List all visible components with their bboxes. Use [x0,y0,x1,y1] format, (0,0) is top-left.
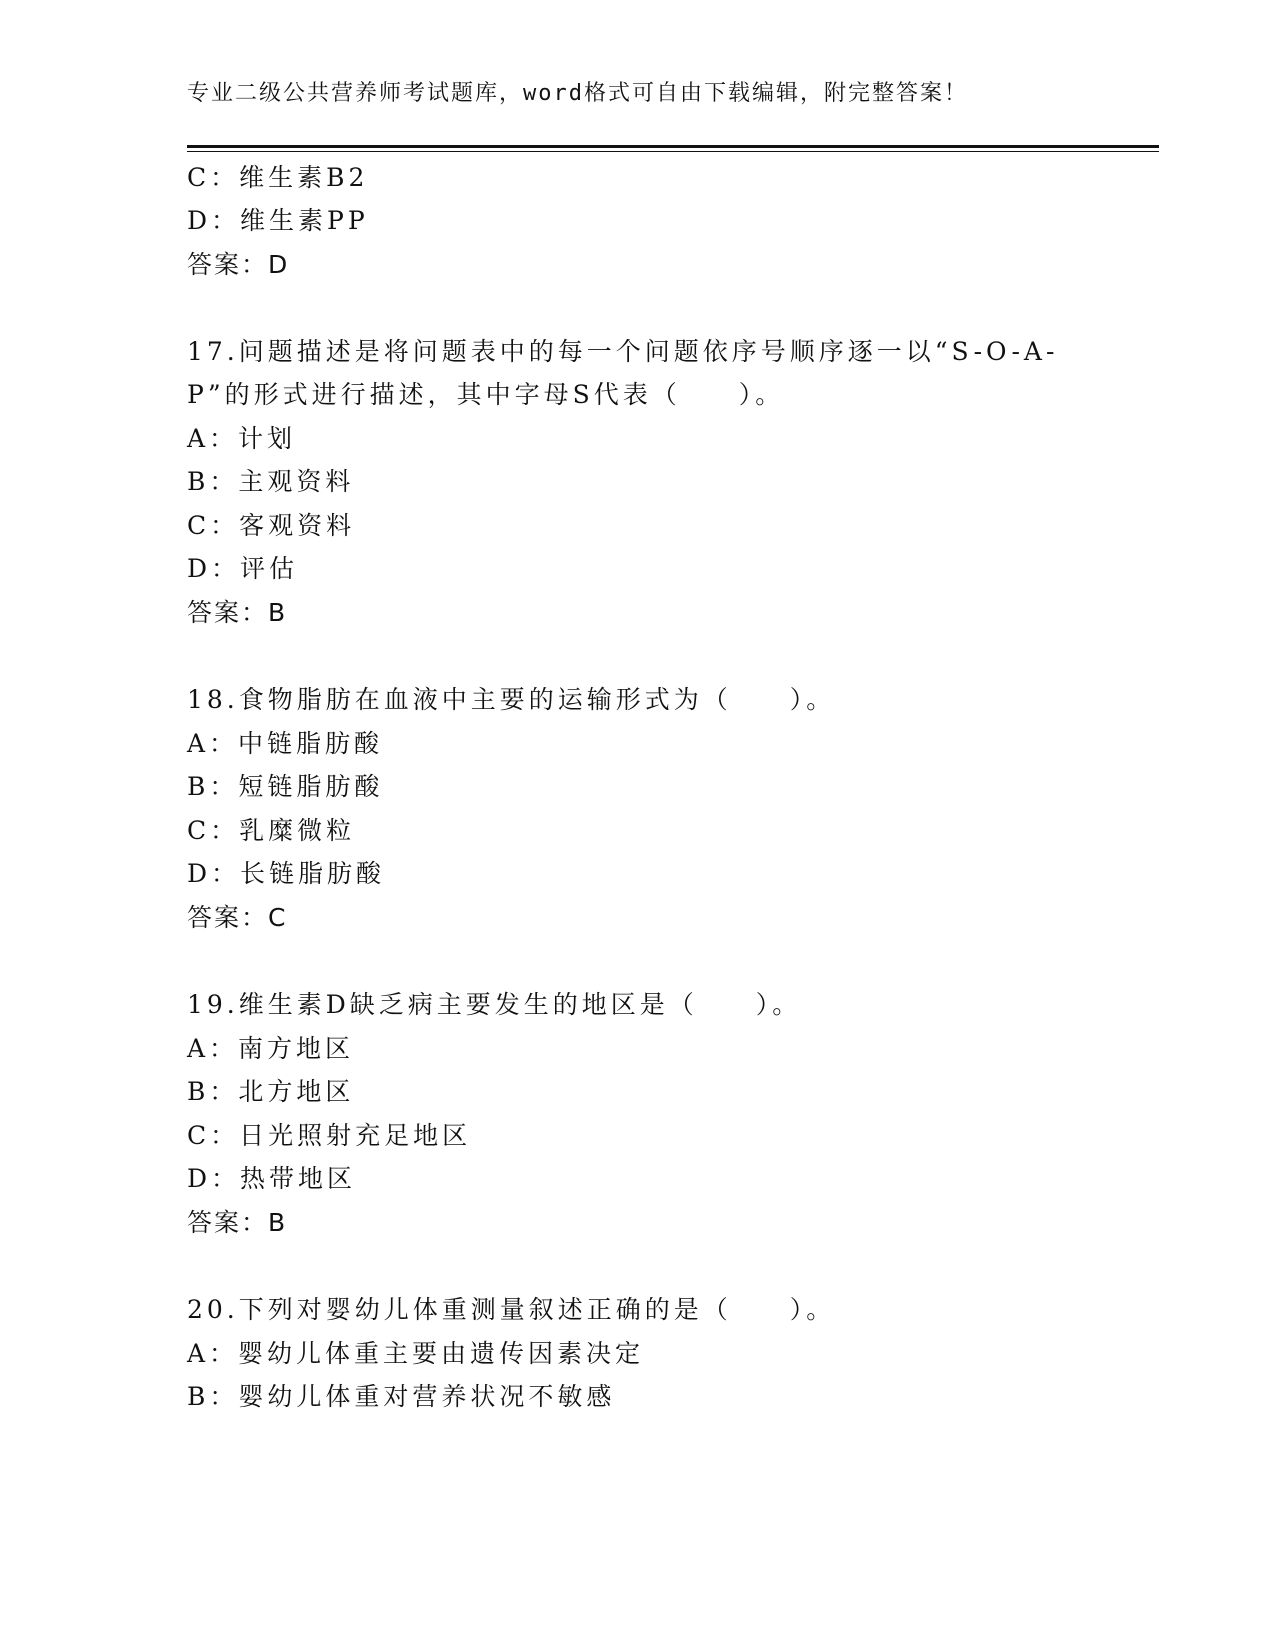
option-b: B：短链脂肪酸 [187,772,384,801]
header-rule-thin [187,151,1159,152]
option-a: A：中链脂肪酸 [187,729,384,758]
answer-line: 答案：B [187,598,288,627]
question-17-stem-cont: P”的形式进行描述，其中字母S代表（ ）。 [187,380,785,409]
option-c: C：客观资料 [187,511,356,540]
option-b: B：主观资料 [187,467,355,496]
answer-line: 答案：B [187,1208,288,1237]
header-rule-thick [187,145,1159,148]
question-20-stem: 20.下列对婴幼儿体重测量叙述正确的是（ ）。 [187,1295,836,1324]
option-a: A：婴幼儿体重主要由遗传因素决定 [187,1339,645,1368]
option-b: B：北方地区 [187,1077,355,1106]
option-b: B：婴幼儿体重对营养状况不敏感 [187,1382,616,1411]
question-19-stem: 19.维生素D缺乏病主要发生的地区是（ ）。 [187,990,802,1019]
question-17-stem: 17.问题描述是将问题表中的每一个问题依序号顺序逐一以“S-O-A- [187,337,1059,366]
page-header: 专业二级公共营养师考试题库，word格式可自由下载编辑，附完整答案！ [187,81,968,106]
option-d: D：维生素PP [187,206,369,235]
option-a: A：南方地区 [187,1034,355,1063]
option-d: D：评估 [187,554,299,583]
answer-line: 答案：D [187,250,290,279]
option-c: C：乳糜微粒 [187,816,356,845]
option-a: A：计划 [187,424,297,453]
answer-line: 答案：C [187,903,288,932]
option-c: C：日光照射充足地区 [187,1121,472,1150]
option-c: C：维生素B2 [187,163,369,192]
option-d: D：长链脂肪酸 [187,859,386,888]
option-d: D：热带地区 [187,1164,357,1193]
question-18-stem: 18.食物脂肪在血液中主要的运输形式为（ ）。 [187,685,836,714]
